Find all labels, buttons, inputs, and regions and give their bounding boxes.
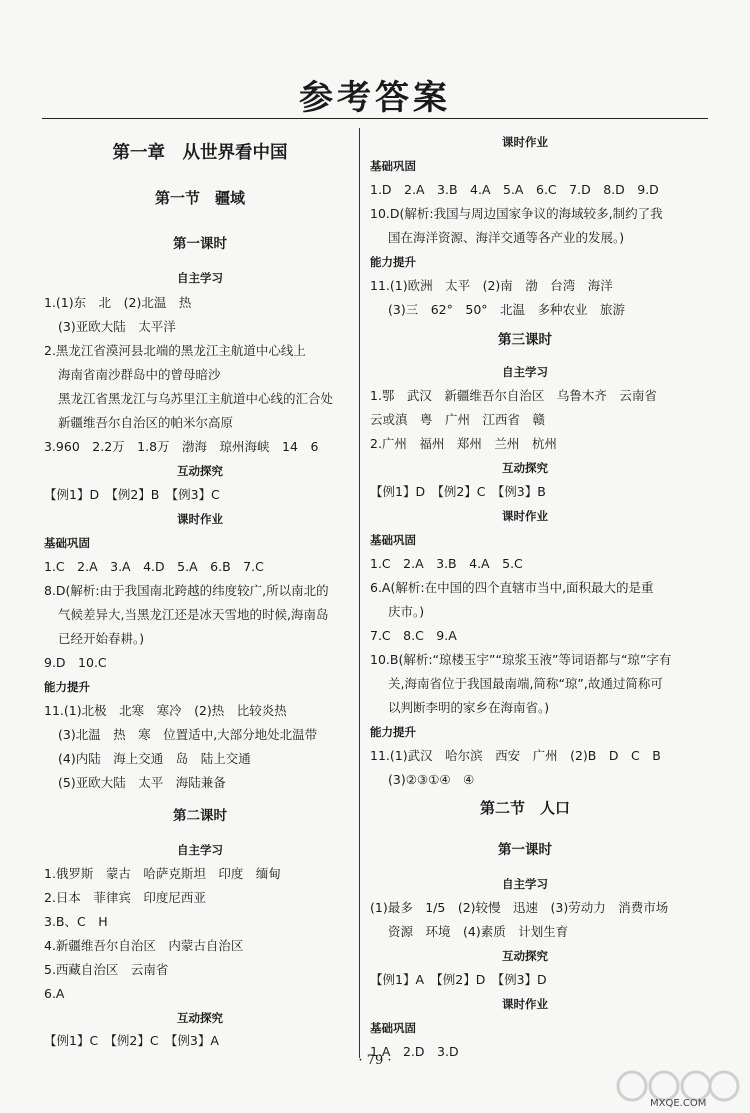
lesson-heading: 第二课时 (173, 808, 227, 824)
answer-line: 2.黑龙江省漠河县北端的黑龙江主航道中心线上 (44, 343, 306, 358)
subheading: 能力提升 (370, 725, 416, 739)
answer-line: (4)内陆 海上交通 岛 陆上交通 (58, 751, 251, 766)
section-heading: 第一节 疆域 (154, 189, 245, 207)
lesson-heading: 第三课时 (498, 332, 552, 348)
answer-line: 2.日本 菲律宾 印度尼西亚 (44, 890, 206, 905)
answer-line: 【例1】D 【例2】B 【例3】C (44, 487, 220, 502)
subheading: 基础巩固 (370, 159, 416, 173)
answer-line: 8.D(解析:由于我国南北跨越的纬度较广,所以南北的 (44, 583, 329, 598)
subheading: 自主学习 (502, 365, 548, 379)
answer-line: 6.A (44, 986, 65, 1001)
chapter-heading: 第一章 从世界看中国 (112, 143, 288, 163)
subheading: 自主学习 (177, 843, 223, 857)
subheading: 课时作业 (177, 512, 223, 526)
answer-line: 1.俄罗斯 蒙古 哈萨克斯坦 印度 缅甸 (44, 866, 281, 881)
answer-line: 3.B、C H (44, 914, 108, 929)
answer-line: 资源 环境 (4)素质 计划生育 (388, 924, 569, 939)
answer-line: 9.D 10.C (44, 655, 107, 670)
subheading: 基础巩固 (370, 533, 416, 547)
answer-line: 黑龙江省黑龙江与乌苏里江主航道中心线的汇合处 (58, 391, 334, 406)
answer-line: 3.960 2.2万 1.8万 渤海 琼州海峡 14 6 (44, 439, 319, 454)
answer-line: 10.D(解析:我国与周边国家争议的海域较多,制约了我 (370, 206, 663, 221)
subheading: 自主学习 (502, 877, 548, 891)
answer-line: (3)亚欧大陆 太平洋 (58, 319, 176, 334)
watermark-site: MXQE.COM (650, 1098, 707, 1109)
page-number: · 79 · (358, 1053, 392, 1068)
subheading: 互动探究 (177, 464, 223, 478)
answer-line: 【例1】D 【例2】C 【例3】B (370, 484, 546, 499)
subheading: 课时作业 (502, 135, 548, 149)
answer-line: 已经开始春耕。) (58, 631, 145, 646)
answer-line: 11.(1)武汉 哈尔滨 西安 广州 (2)B D C B (370, 748, 661, 763)
answer-line: 以判断李明的家乡在海南省。) (388, 700, 550, 715)
answer-line: 1.C 2.A 3.B 4.A 5.C (370, 556, 523, 571)
section-heading: 第二节 人口 (479, 799, 570, 817)
answer-line: 云或滇 粤 广州 江西省 赣 (370, 412, 546, 427)
answer-line: (3)②③①④ ④ (388, 772, 475, 787)
title-rule (42, 118, 708, 119)
subheading: 自主学习 (177, 271, 223, 285)
answer-line: (3)三 62° 50° 北温 多种农业 旅游 (388, 302, 626, 317)
answer-line: 5.西藏自治区 云南省 (44, 962, 169, 977)
answer-line: 气候差异大,当黑龙江还是冰天雪地的时候,海南岛 (58, 607, 329, 622)
answer-line: 4.新疆维吾尔自治区 内蒙古自治区 (44, 938, 244, 953)
column-divider (359, 128, 360, 1058)
subheading: 互动探究 (502, 949, 548, 963)
lesson-heading: 第一课时 (173, 236, 227, 252)
subheading: 互动探究 (502, 461, 548, 475)
page-title: 参考答案 (299, 78, 451, 118)
answer-line: 国在海洋资源、海洋交通等各产业的发展。) (388, 230, 625, 245)
answer-line: 【例1】C 【例2】C 【例3】A (44, 1033, 219, 1048)
subheading: 互动探究 (177, 1011, 223, 1025)
answer-line: 6.A(解析:在中国的四个直辖市当中,面积最大的是重 (370, 580, 654, 595)
answer-line: (1)最多 1/5 (2)较慢 迅速 (3)劳动力 消费市场 (370, 900, 669, 915)
answer-line: 1.A 2.D 3.D (370, 1044, 459, 1059)
answer-line: 10.B(解析:“琼楼玉宇”“琼浆玉液”等词语都与“琼”字有 (370, 652, 672, 667)
subheading: 基础巩固 (44, 536, 90, 550)
answer-line: 庆市。) (388, 604, 425, 619)
answer-line: (5)亚欧大陆 太平 海陆兼备 (58, 775, 226, 790)
subheading: 课时作业 (502, 509, 548, 523)
subheading: 课时作业 (502, 997, 548, 1011)
answer-line: 1.C 2.A 3.A 4.D 5.A 6.B 7.C (44, 559, 264, 574)
answer-line: 1.鄂 武汉 新疆维吾尔自治区 乌鲁木齐 云南省 (370, 388, 657, 403)
answer-line: 关,海南省位于我国最南端,简称“琼”,故通过简称可 (388, 676, 663, 691)
answer-line: 【例1】A 【例2】D 【例3】D (370, 972, 547, 987)
answer-line: 11.(1)欧洲 太平 (2)南 渤 台湾 海洋 (370, 278, 613, 293)
answer-line: 7.C 8.C 9.A (370, 628, 457, 643)
lesson-heading: 第一课时 (498, 842, 552, 858)
subheading: 能力提升 (44, 680, 90, 694)
answer-line: 新疆维吾尔自治区的帕米尔高原 (58, 415, 234, 430)
answer-line: 海南省南沙群岛中的曾母暗沙 (58, 367, 221, 382)
answer-line: 11.(1)北极 北寒 寒冷 (2)热 比较炎热 (44, 703, 287, 718)
answer-line: (3)北温 热 寒 位置适中,大部分地处北温带 (58, 727, 318, 742)
subheading: 基础巩固 (370, 1021, 416, 1035)
answer-line: 1.(1)东 北 (2)北温 热 (44, 295, 192, 310)
answer-line: 2.广州 福州 郑州 兰州 杭州 (370, 436, 557, 451)
subheading: 能力提升 (370, 255, 416, 269)
answer-line: 1.D 2.A 3.B 4.A 5.A 6.C 7.D 8.D 9.D (370, 182, 659, 197)
